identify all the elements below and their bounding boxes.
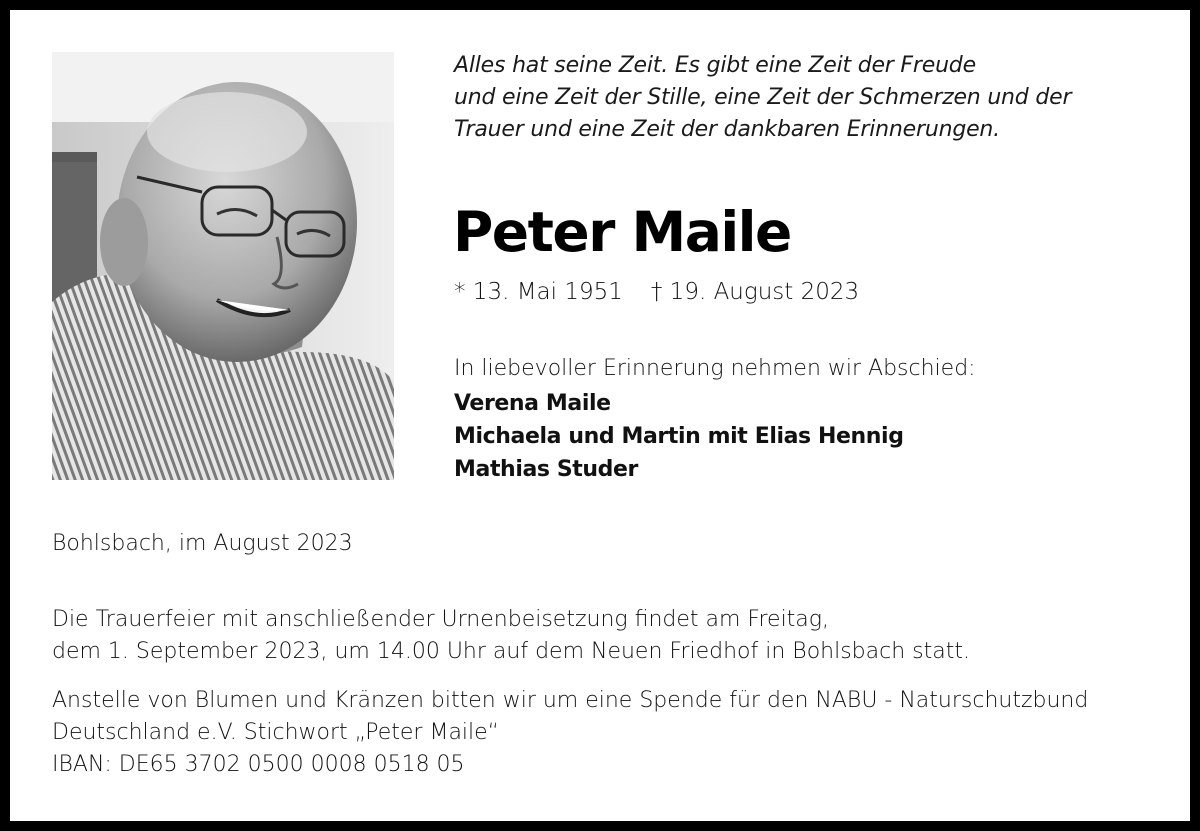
birth-date: * 13. Mai 1951 xyxy=(454,279,623,305)
donation-line: Deutschland e.V. Stichwort „Peter Maile“ xyxy=(52,720,500,745)
farewell-intro: In liebevoller Erinnerung nehmen wir Abschied: xyxy=(454,356,976,381)
obituary-card xyxy=(10,10,1190,821)
memorial-quote xyxy=(454,50,1154,146)
quote-line: und eine Zeit der Stille, eine Zeit der Schmerzen und der xyxy=(454,85,1072,110)
ceremony-line: dem 1. September 2023, um 14.00 Uhr auf dem Neuen Friedhof in Bohlsbach statt. xyxy=(52,639,970,664)
mourners-list xyxy=(454,387,904,486)
ceremony-info xyxy=(52,604,970,668)
mourner-name: Verena Maile xyxy=(454,391,611,416)
donation-line: Anstelle von Blumen und Kränzen bitten wir um eine Spende für den NABU - Naturschutzbund xyxy=(52,688,1089,713)
place-and-date: Bohlsbach, im August 2023 xyxy=(52,531,353,556)
deceased-name: Peter Maile xyxy=(453,200,791,264)
portrait-photo xyxy=(52,52,394,480)
life-dates xyxy=(454,276,859,308)
mourner-name: Michaela und Martin mit Elias Hennig xyxy=(454,424,904,449)
ceremony-line: Die Trauerfeier mit anschließender Urnenbeisetzung findet am Freitag, xyxy=(52,607,829,632)
iban-line: IBAN: DE65 3702 0500 0008 0518 05 xyxy=(52,752,465,777)
quote-line: Trauer und eine Zeit der dankbaren Erinnerungen. xyxy=(454,117,1000,142)
mourner-name: Mathias Studer xyxy=(454,457,638,482)
donation-info xyxy=(52,685,1088,781)
quote-line: Alles hat seine Zeit. Es gibt eine Zeit der Freude xyxy=(454,53,976,78)
death-date: † 19. August 2023 xyxy=(650,279,860,305)
